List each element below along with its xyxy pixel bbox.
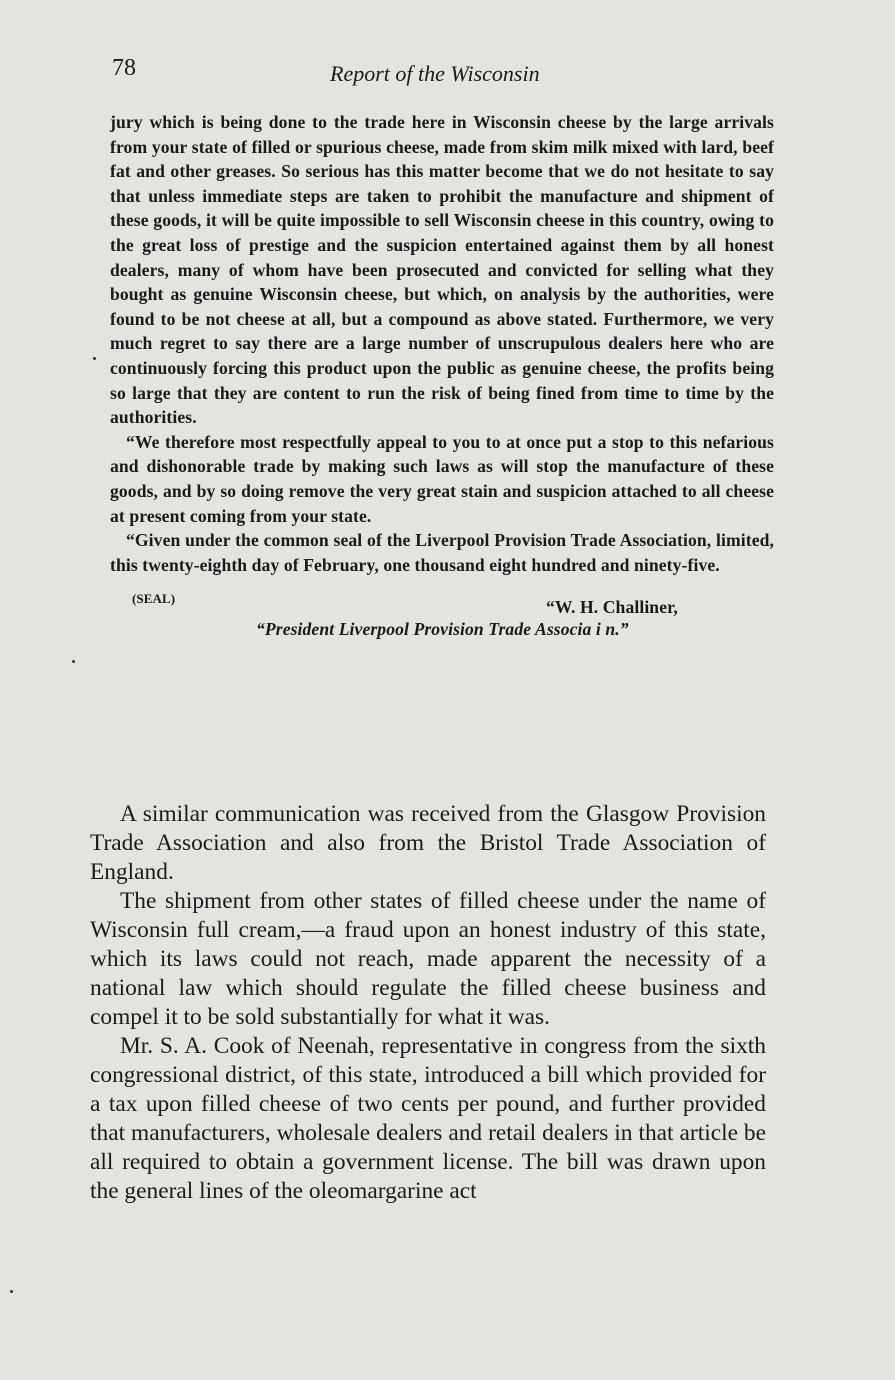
body-paragraph: A similar communication was received from the Glasgow Provision Trade Association and also from the Bristol Trade Association of England.: [90, 801, 766, 885]
body-paragraph: Mr. S. A. Cook of Neenah, representative in congress from the sixth congressional district, of this state, introduced a bill which provided for a tax upon filled cheese of two cents per pound, and further provided that manufacturers, wholesale dealers and retail dealers in that article be all required to obtain a government license. The bill was drawn upon the general lines of the oleomargarine act: [90, 1033, 766, 1204]
page-number: 78: [112, 55, 136, 81]
running-title: Report of the Wisconsin: [330, 61, 540, 86]
letter-paragraph: jury which is being done to the trade here in Wisconsin cheese by the large arrivals from your state of filled or spurious cheese, made from skim milk mixed with lard, beef fat and other greases. So serious has this matter become that we do not hesitate to say that unless immediate steps are taken to prohibit the manufacture and shipment of these goods, it will be quite impossible to sell Wisconsin cheese in this country, owing to the great loss of prestige and the suspicion entertained against them by all honest dealers, many of whom have been prosecuted and convicted for selling what they bought as genuine Wisconsin cheese, but which, on analysis by the authorities, were found to be not cheese at all, but a compound as above stated. Furthermore, we very much regret to say there are a large number of unscrupulous dealers here who are continuously forcing this product upon the public as genuine cheese, the profits being so large that they are content to run the risk of being fined from time to time by the authorities.: [110, 112, 774, 428]
margin-speck: [10, 1290, 13, 1293]
seal-mark: (SEAL): [132, 591, 176, 607]
page-header: [112, 55, 772, 89]
body-paragraph: The shipment from other states of filled cheese under the name of Wisconsin full cream,—a fraud upon an honest industry of this state, which its laws could not reach, made apparent the necessity of a national law which should regulate the filled cheese business and compel it to be sold substantially for what it was.: [90, 888, 766, 1030]
margin-speck: [93, 357, 96, 360]
quoted-letter: [110, 110, 774, 645]
margin-speck: [72, 660, 75, 663]
signer-name: “W. H. Challiner,: [546, 597, 678, 618]
signature-block: [110, 581, 774, 645]
letter-paragraph: “We therefore most respectfully appeal to you to at once put a stop to this nefarious and dishonorable trade by making such laws as will stop the manufacture of these goods, and by so doing remove the very great stain and suspicion attached to all cheese at present coming from your state.: [110, 431, 774, 526]
signer-title: “President Liverpool Provision Trade Associa i n.”: [256, 619, 629, 640]
body-text: [90, 800, 766, 1206]
letter-paragraph: “Given under the common seal of the Liverpool Provision Trade Association, limited, this twenty-eighth day of February, one thousand eight hundred and ninety-five.: [110, 530, 774, 575]
